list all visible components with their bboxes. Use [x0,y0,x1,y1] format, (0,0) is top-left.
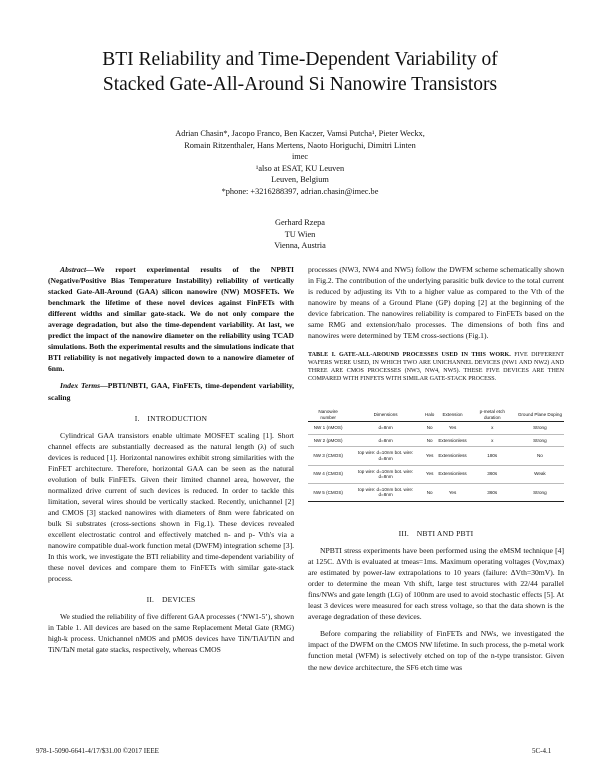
right-column-bottom [308,528,564,673]
table-cell: x [469,434,516,447]
title-line-1: BTI Reliability and Time-Dependent Variability of [102,49,498,70]
table-cell: d=8nm [348,434,423,447]
table-cell: NW 5 (CMOS) [308,483,348,501]
devices-continued-paragraph: processes (NW3, NW4 and NW5) follow the DWFM scheme schematically shown in Fig.2. The contribution of the underlying parasitic bulk device to the total current is reduced by adjusting its Vth to a higher value as compared to the Vth of the nanowire by means of a Ground Plane (GP) doping [2] at the beginning of the device fabrication. The nanowires reliability is compared to FinFETs based on the same RMG and extension/halo processes. The dimensions of both fins and nanowires were determined by TEM cross-sections (Fig.1). [308,265,564,341]
table-cell: Yes [436,422,468,435]
authors-line-1: Adrian Chasin*, Jacopo Franco, Ben Kaczer, Vamsi Putcha¹, Pieter Weckx, [175,129,425,138]
table-cell: d=8nm [348,422,423,435]
table-caption-title: GATE-ALL-AROUND PROCESSES USED IN THIS WORK. [338,352,511,358]
author-block [40,128,560,197]
paper-title [40,47,560,97]
table-cell: NW 2 (pMOS) [308,434,348,447]
table-cell: top wire: d=10nm bot. wire: d=8nm [348,483,423,501]
affiliation-1: imec [291,152,309,161]
table-cell: Weak [516,465,564,483]
affiliation-2: ¹also at ESAT, KU Leuven [255,163,345,173]
gaa-process-table [308,408,564,502]
table-header-cell: p-metal etch duration [469,408,516,422]
right-column-top [308,264,564,341]
table-cell: Yes [423,465,436,483]
table-cell: Extensionless [436,434,468,447]
table-cell: NW 4 (CMOS) [308,465,348,483]
table-row [308,447,564,465]
section-heading-introduction: I. INTRODUCTION [134,413,208,423]
authors-line-2: Romain Ritzenthaler, Hans Mertens, Naoto Horiguchi, Dimitri Linten [184,140,416,150]
table-cell: 360s [469,483,516,501]
affiliation-3: Leuven, Belgium [271,175,329,184]
table-header-cell: Ground Plane Doping [516,408,564,422]
title-line-2: Stacked Gate-All-Around Si Nanowire Transistors [102,74,498,95]
second-author-name: Gerhard Rzepa [275,218,325,227]
table-cell: top wire: d=10nm bot. wire: d=8nm [348,447,423,465]
table-header-cell: Dimensions [348,408,423,422]
second-author-affil-1: TU Wien [284,229,316,239]
table-row [308,434,564,447]
table-cell: Strong [516,483,564,501]
table-header-cell: Extension [436,408,468,422]
table-cell: Strong [516,434,564,447]
introduction-paragraph: Cylindrical GAA transistors enable ultimate MOSFET scaling [1]. Short channel effects are substantially decreased as the natural length (λ) of such devices is reduced [1]. Horizontal nanowires exhibit strong similarities with the FinFET architecture. Therefore, horizontal GAA can be seen as the natural evolution of bulk FinFETs. Given their limited channel area, however, the normalized drive current of such devices is reduced. In order to tackle this limitation, several wires should be vertically stacked. Recently, unichannel [2] and CMOS [3] stacked nanowires with diameters of 8nm were fabricated on bulk Si substrates (cross-sections shown in Fig.1). These devices revealed excellent electrostatic control and effectively matched n- and p- Vth's via a nanowire compatible dual-work function metal (DWFM) integration scheme [3]. In this work, we investigate the BTI reliability and time-dependent variability of these novel devices and compare them to FinFETs with similar gate-stack process. [48,430,294,584]
left-column [48,264,294,656]
table-caption-label: TABLE I. [308,352,336,358]
table-cell: No [423,422,436,435]
table-cell: NW 3 (CMOS) [308,447,348,465]
table-caption [308,351,564,383]
table-cell: Extensionless [436,447,468,465]
second-author-affil-2: Vienna, Austria [274,241,326,250]
table-row [308,483,564,501]
index-terms: Index Terms—PBTI/NBTI, GAA, FinFETs, time-dependent variability, scaling [48,381,294,402]
table-cell: No [516,447,564,465]
section-heading-nbti-pbti: III. NBTI AND PBTI [398,529,474,538]
table-cell: 180s [469,447,516,465]
nbti-paragraph-1: NPBTI stress experiments have been performed using the eMSM technique [4] at 125C. ΔVth is evaluated at tmeas=1ms. Maximum operating voltages (Vov,max) are estimated by power-law extrapolations to 10 years (failure: ΔVth=30mV). In order to determine the mean Vth shift, large test structures with 22/44 parallel fins/NWs and gate length (LG) of 100nm are used to avoid stochastic effects [5]. At least 3 devices were measured for each stress voltage, so that the data shown is the average degradation of these devices. [308,546,564,622]
footer-copyright: 978-1-5090-6641-4/17/$31.00 ©2017 IEEE [36,747,159,755]
table-header-row [308,408,564,422]
table-header-cell: Nanowire number [308,408,348,422]
table-header-cell: Halo [423,408,436,422]
table-cell: x [469,422,516,435]
nbti-paragraph-2: Before comparing the reliability of FinFETs and NWs, we investigated the impact of the DWFM on the CMOS NW lifetime. In such process, the p-metal work function metal (WFM) is selectively etched on top of the n-type transistor. Given the new device architecture, the SF6 etch time was [308,629,564,672]
devices-paragraph: We studied the reliability of five different GAA processes (‘NW1-5’), shown in Table 1. All devices are based on the same Replacement Metal Gate (RMG) high-k process. Unichannel nMOS and pMOS devices have TiN/TiAl/TiN and TiN/TaN metal gate stacks, respectively, whereas CMOS [48,612,294,655]
table-cell: Strong [516,422,564,435]
table-cell: Yes [423,447,436,465]
footer-page-id: 5C-4.1 [532,747,552,755]
table-cell: Yes [436,483,468,501]
abstract: Abstract—We report experimental results of the NPBTI (Negative/Positive Bias Temperature Instability) reliability of vertically stacked Gate-All-Around (GAA) silicon nanowire (NW) MOSFETs. We benchmark the lifetime of these novel devices against FinFETs with different widths and similar gate-stack. We do not only compare the average degradation, but also the time-dependent variability. At last, we predict the impact of the nanowire diameter on the reliability using TCAD simulations. Both the experimental results and the simulations indicate that BTI reliability is not negatively impacted down to a nanowire diameter of 6nm. [48,265,294,374]
second-author-block [40,217,560,252]
table-row [308,422,564,435]
table-cell: No [423,483,436,501]
table-row [308,465,564,483]
section-heading-devices: II. DEVICES [146,595,196,605]
table-cell: No [423,434,436,447]
table-cell: NW 1 (nMOS) [308,422,348,435]
table-cell: Extensionless [436,465,468,483]
contact-info: *phone: +3216288397, adrian.chasin@imec.be [221,186,379,196]
table-caption-text: FIVE DIFFERENT WAFERS WERE USED, IN WHICH TWO ARE UNICHANNEL DEVICES (NW1 AND NW2) AND THREE ARE CMOS PROCESSES (NW3, NW4, NW5). THESE FIVE DEVICES ARE THEN COMPARED WITH FINFETS WITH SIMILAR GATE-STACK PROCESS. [308,352,565,382]
table-cell: top wire: d=10nm bot. wire: d=8nm [348,465,423,483]
table-cell: 360s [469,465,516,483]
